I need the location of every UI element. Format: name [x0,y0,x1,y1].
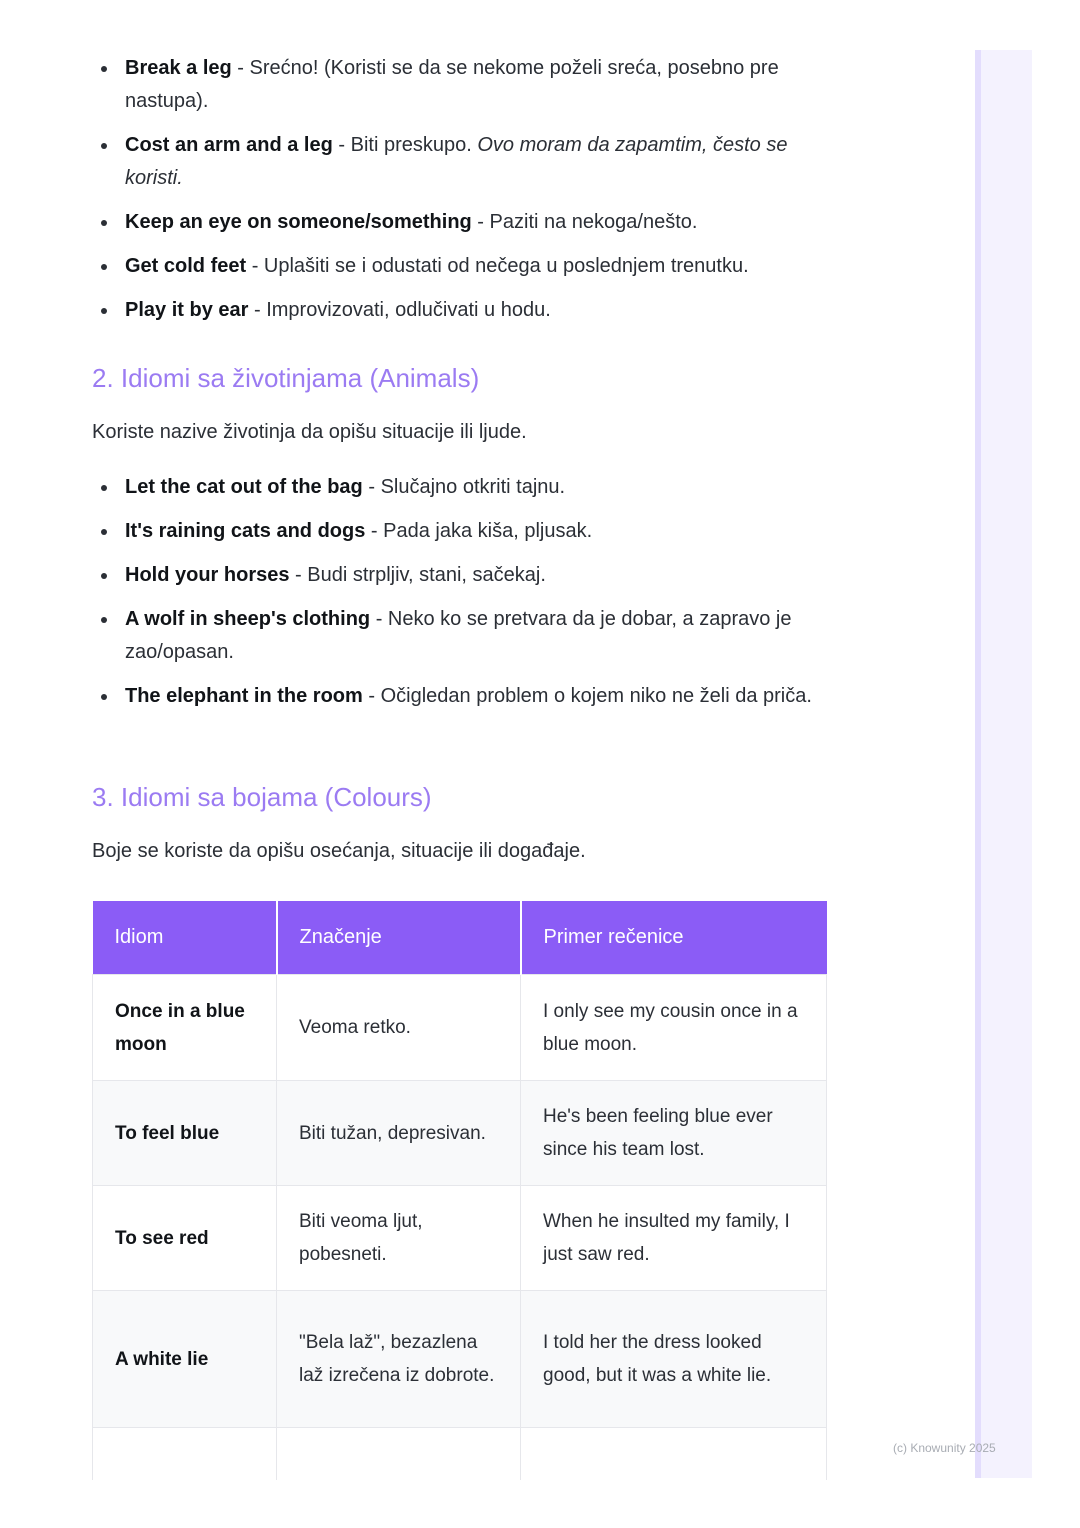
table-row [93,1291,827,1428]
idiom-definition: Neko ko se pretvara da je dobar, a zapravo je zao/opasan. [125,608,792,663]
section-intro-colours: Boje se koriste da opišu osećanja, situacije ili događaje. [92,840,586,862]
idiom-definition: Srećno! (Koristi se da se nekome poželi sreća, posebno pre nastupa). [125,57,779,112]
separator: - [471,211,490,233]
colour-idioms-table [92,901,827,1480]
table-cell-idiom [93,1428,277,1481]
table-cell-example [521,1428,827,1481]
table-row [93,1186,827,1291]
idiom-term: Let the cat out of the bag [125,476,363,498]
idiom-definition: Budi strpljiv, stani, sačekaj. [307,564,546,586]
table-cell-meaning: Veoma retko. [277,975,521,1081]
idiom-definition: Očigledan problem o kojem niko ne želi da priča. [380,685,812,707]
table-cell-meaning [277,1428,521,1481]
separator: - [246,255,264,277]
idiom-definition: Uplašiti se i odustati od nečega u poslednjem trenutku. [263,255,749,277]
list-item [92,294,832,327]
table-cell-example: When he insulted my family, I just saw red. [521,1186,827,1291]
idiom-definition: Paziti na nekoga/nešto. [489,211,698,233]
separator: - [332,134,351,156]
table-row [93,1428,827,1481]
list-item [92,559,832,592]
table-row [93,1081,827,1186]
separator: - [231,57,250,79]
side-panel [975,50,1032,1478]
idiom-term: Cost an arm and a leg [125,134,333,156]
separator: - [248,299,267,321]
separator: - [362,476,381,498]
table-cell-meaning: "Bela laž", bezazlena laž izrečena iz dobrote. [277,1291,521,1428]
list-item [92,680,832,713]
table-header-example: Primer rečenice [521,901,827,975]
table-cell-meaning: Biti veoma ljut, pobesneti. [277,1186,521,1291]
list-item [92,515,832,548]
body-idioms-list [92,52,832,338]
idiom-note: Ovo moram da zapamtim, često se koristi. [125,134,788,189]
separator: - [289,564,308,586]
idiom-definition: Biti preskupo. [350,134,478,156]
section-intro-animals: Koriste nazive životinja da opišu situacije ili ljude. [92,421,527,443]
table-cell-idiom: To see red [93,1186,277,1291]
separator: - [362,685,381,707]
idiom-definition: Pada jaka kiša, pljusak. [383,520,593,542]
idiom-term: Keep an eye on someone/something [125,211,472,233]
idiom-term: It's raining cats and dogs [125,520,366,542]
section-heading-colours: 3. Idiomi sa bojama (Colours) [92,782,432,812]
idiom-term: Get cold feet [125,255,247,277]
side-panel-accent-bar [975,50,981,1478]
idiom-term: A wolf in sheep's clothing [125,608,371,630]
separator: - [370,608,388,630]
table-row [93,975,827,1081]
idiom-definition: Slučajno otkriti tajnu. [380,476,566,498]
idiom-term: The elephant in the room [125,685,363,707]
idiom-term: Hold your horses [125,564,290,586]
animal-idioms-list [92,471,832,724]
table-cell-example: He's been feeling blue ever since his team lost. [521,1081,827,1186]
section-heading-animals: 2. Idiomi sa životinjama (Animals) [92,363,480,393]
list-item [92,603,832,669]
table-header-idiom: Idiom [93,901,277,975]
table-cell-meaning: Biti tužan, depresivan. [277,1081,521,1186]
idiom-term: Play it by ear [125,299,249,321]
table-header-row [93,901,827,975]
list-item [92,471,832,504]
table-cell-example: I only see my cousin once in a blue moon. [521,975,827,1081]
list-item [92,250,832,283]
list-item [92,52,832,118]
list-item [92,206,832,239]
separator: - [365,520,384,542]
table-cell-example: I told her the dress looked good, but it was a white lie. [521,1291,827,1428]
copyright-footer: (c) Knowunity 2025 [893,1441,996,1455]
table-cell-idiom: Once in a blue moon [93,975,277,1081]
table-cell-idiom: A white lie [93,1291,277,1428]
table-header-meaning: Značenje [277,901,521,975]
idiom-term: Break a leg [125,57,232,79]
idiom-definition: Improvizovati, odlučivati u hodu. [266,299,551,321]
list-item [92,129,832,195]
table-cell-idiom: To feel blue [93,1081,277,1186]
